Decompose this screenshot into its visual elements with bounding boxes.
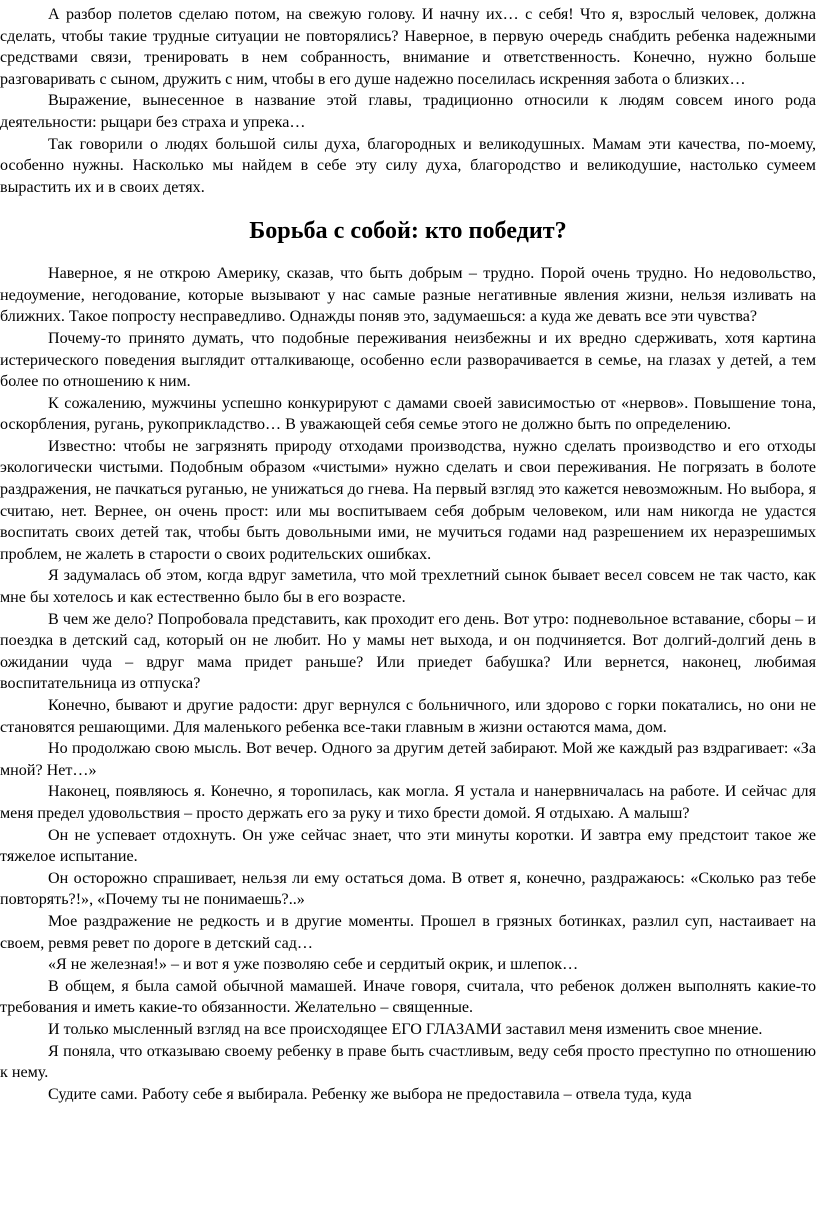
paragraph: В общем, я была самой обычной мамашей. Иначе говоря, считала, что ребенок должен выполнять какие-то требования и иметь какие-то обязанности. Желательно – священные. — [0, 977, 816, 1017]
paragraph: Наверное, я не открою Америку, сказав, что быть добрым – трудно. Порой очень трудно. Но недовольство, недоумение, негодование, которые вызывают у нас самые разные негативные явления жизни, нельзя изливать на ближних. Такое попросту несправедливо. Однажды поняв это, задумаешься: а куда же девать все эти чувства? — [0, 265, 816, 326]
paragraph: Мое раздражение не редкость и в другие моменты. Прошел в грязных ботинках, разлил суп, настаивает на своем, ревмя ревет по дороге в детский сад… — [0, 912, 816, 952]
paragraph: Судите сами. Работу себе я выбирала. Ребенку же выбора не предоставила – отвела туда, куда — [48, 1085, 692, 1103]
paragraph: И только мысленный взгляд на все происходящее ЕГО ГЛАЗАМИ заставил меня изменить свое мнение. — [48, 1020, 763, 1038]
paragraph: Но продолжаю свою мысль. Вот вечер. Одного за другим детей забирают. Мой же каждый раз вздрагивает: «За мной? Нет…» — [0, 740, 816, 779]
paragraph: Известно: чтобы не загрязнять природу отходами производства, нужно сделать производство и его отходы экологически чистыми. Подобным образом «чистыми» нужно сделать и свои переживания. Не погрязать в болоте раздражения, не пачкаться руганью, не унижаться до гнева. На первый взгляд это кажется невозможным. Но выбора, я считаю, нет. Вернее, он очень прост: или мы воспитываем себя добрым человеком, или нам никогда не удастся воспитать своих детей так, чтобы быть довольными ими, не мучиться годами над разрешением их неразрешимых проблем, не жалеть в старости о своих родительских ошибках. — [0, 437, 816, 563]
paragraph: Он не успевает отдохнуть. Он уже сейчас знает, что эти минуты коротки. И завтра ему предстоит такое же тяжелое испытание. — [0, 826, 816, 866]
section-main — [0, 263, 816, 1105]
paragraph: Он осторожно спрашивает, нельзя ли ему остаться дома. В ответ я, конечно, раздражаюсь: «Сколько раз тебе повторять?!», «Почему ты не понимаешь?..» — [0, 869, 816, 909]
paragraph: К сожалению, мужчины успешно конкурируют с дамами своей зависимостью от «нервов». Повышение тона, оскорбления, ругань, рукоприкладство… В уважающей себя семье этого не должно быть по определению. — [0, 394, 816, 434]
paragraph: Я поняла, что отказываю своему ребенку в праве быть счастливым, веду себя просто преступно по отношению к нему. — [0, 1042, 816, 1082]
paragraph: Наконец, появляюсь я. Конечно, я торопилась, как могла. Я устала и нанервничалась на работе. И сейчас для меня предел удовольствия – просто держать его за руку и тихо брести домой. Я отдыхаю. А малыш? — [0, 783, 816, 822]
paragraph: «Я не железная!» – и вот я уже позволяю себе и сердитый окрик, и шлепок… — [48, 956, 579, 974]
paragraph: Конечно, бывают и другие радости: друг вернулся с больничного, или здорово с горки покатались, но они не становятся решающими. Для маленького ребенка все-таки главным в жизни остаются мама, дом. — [0, 697, 816, 736]
paragraph: А разбор полетов сделаю потом, на свежую голову. И начну их… с себя! Что я, взрослый человек, должна сделать, чтобы такие трудные ситуации не повторялись? Наверное, в первую очередь снабдить ребенка надежными средствами связи, тренировать в нем собранность, внимание и ответственность. Конечно, нужно больше разговаривать с сыном, дружить с ним, чтобы в его душе надежно поселилась искренняя забота о близких… — [0, 6, 816, 88]
paragraph: Выражение, вынесенное в название этой главы, традиционно относили к людям совсем иного рода деятельности: рыцари без страха и упрека… — [0, 92, 816, 131]
paragraph: Я задумалась об этом, когда вдруг заметила, что мой трехлетний сынок бывает весел совсем не так часто, как мне бы хотелось и как естественно было бы в его возрасте. — [0, 567, 816, 607]
section-intro — [0, 4, 816, 198]
paragraph: Почему-то принято думать, что подобные переживания неизбежны и их вредно сдерживать, хотя картина истерического поведения выглядит отталкивающе, особенно если разворачивается в семье, на глазах у детей, а тем более по отношению к ним. — [0, 329, 816, 391]
paragraph: Так говорили о людях большой силы духа, благородных и великодушных. Мамам эти качества, по-моему, особенно нужны. Насколько мы найдем в себе эту силу духа, благородство и великодушие, настолько сумеем вырастить их и в своих детях. — [0, 135, 816, 196]
paragraph: В чем же дело? Попробовала представить, как проходит его день. Вот утро: подневольное вставание, сборы – и поездка в детский сад, который он не любит. Но у мамы нет выхода, и он подчиняется. Вот долгий-долгий день в ожидании чуда – вдруг мама придет раньше? Или приедет бабушка? Или вернется, наконец, любимая воспитательница из отпуска? — [0, 610, 816, 693]
section-heading: Борьба с собой: кто победит? — [249, 216, 567, 244]
